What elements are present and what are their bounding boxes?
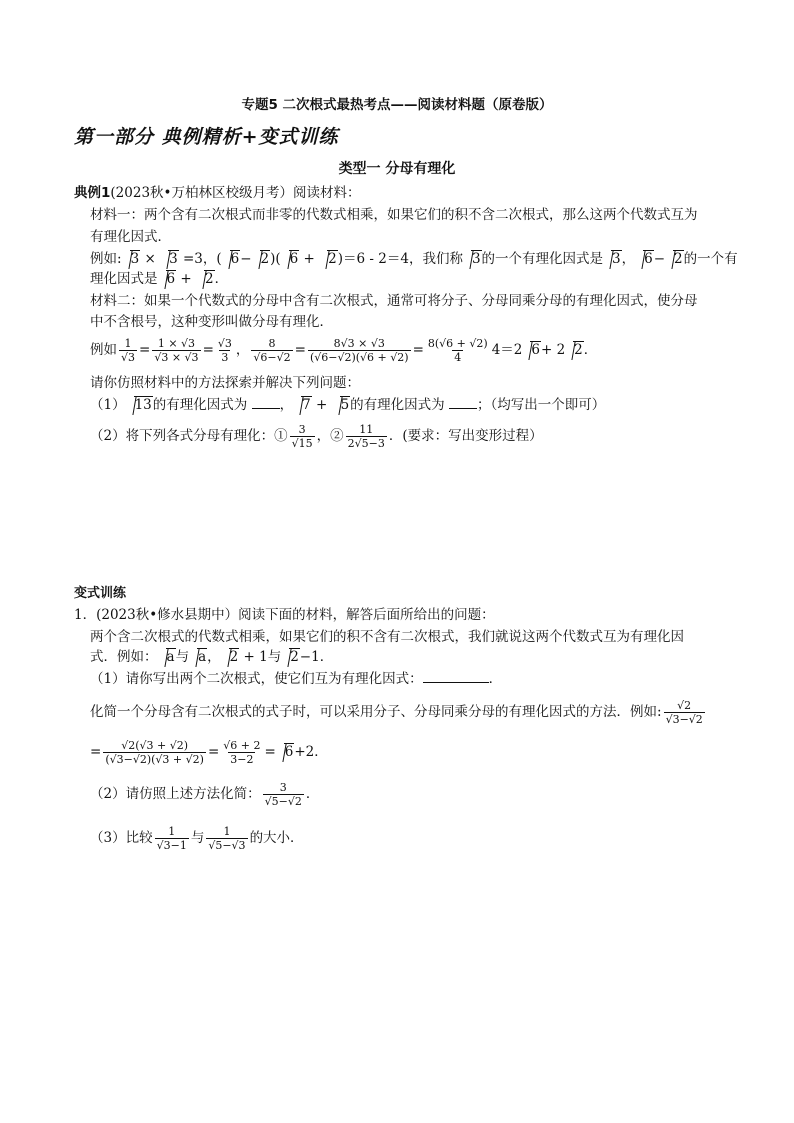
practice-line1: 两个含二次根式的代数式相乘，如果它们的积不含有二次根式，我们就说这两个代数式互为有理化因 [90,629,684,645]
material2-line2: 中不含根号，这种变形叫做分母有理化． [90,314,333,330]
answer-blank[interactable] [423,682,489,683]
material2-line1: 材料二：如果一个代数式的分母中含有二次根式，通常可将分子、分母同乘分母的有理化因式，使分母 [90,293,698,309]
practice-q3: （3）比较 $\frac{1}{√3-1}$ 与 $\frac{1}{√5-√3}$ 的大小． [90,824,304,852]
answer-blank[interactable] [252,408,280,409]
example-label: 典例1 [74,185,111,201]
simplify-line: 化简一个分母含有二次根式的式子时，可以采用分子、分母同乘分母的有理化因式的方法．例如: $\frac{√2}{√3-√2}$ [90,698,703,726]
example-source: (2023秋•万柏林区校级月考）阅读材料： [110,185,361,201]
simplify-result: = $\frac{√2(√3 + √2)}{(√3-√2)(√3 + √2)}$ = $\frac{√6 + 2}{3-2}$ = 6 +2． [90,738,328,766]
ask-line: 请你仿照材料中的方法探索并解决下列问题： [90,375,360,391]
page-title: 专题5 二次根式最热考点——阅读材料题（原卷版） [241,97,553,113]
material1-line2: 有理化因式． [90,229,171,245]
practice-line2: 式．例如： a与 a， 2 + 1与 2−1． [90,649,334,665]
type-heading: 类型一 分母有理化 [338,161,456,177]
answer-blank[interactable] [449,408,477,409]
question-1: （1） 13的有理化因式为 ， 7 + 5的有理化因式为 ；（均写出一个即可） [90,397,606,413]
example-fractions: 例如 $\frac{1}{√3}$ = $\frac{1 \times √3}{√3 \times √3}$ = $\frac{√3}{3}$ ， $\frac{8}{√6-√2}$ = $\frac{8√3 \times √3}{(√6-√2)(√6 + √2)}$ = $\frac{8(√6 + √2)}{4}$ 4＝2 6 + 2 2 ． [90,336,598,364]
part-heading: 第一部分 典例精析+变式训练 [74,126,339,148]
practice-q2: （2）请仿照上述方法化简： $\frac{3}{√5-√2}$ ． [90,780,320,808]
example1-header [74,184,361,202]
question-2: （2）将下列各式分母有理化：① $\frac{3}{√15}$ ，② $\frac{11}{2√5-3}$ ．(要求：写出变形过程） [90,422,543,450]
practice-source: 1．(2023秋•修水县期中）阅读下面的材料，解答后面所给出的问题： [74,607,495,623]
material1-line1: 材料一：两个含有二次根式而非零的代数式相乘，如果它们的积不含二次根式，那么这两个代数式互为 [90,207,698,223]
practice-q1: （1）请你写出两个二次根式，使它们互为有理化因式： ． [90,671,503,687]
practice-heading: 变式训练 [74,586,127,601]
example-line: 例如: 3 × 3 =3，( 6− 2)( 6 + 2)＝6 - 2＝4，我们称 3的一个有理化因式是 3， 6− 2的一个有 [90,251,738,267]
example-line2: 理化因式是 6 + 2． [90,271,229,287]
